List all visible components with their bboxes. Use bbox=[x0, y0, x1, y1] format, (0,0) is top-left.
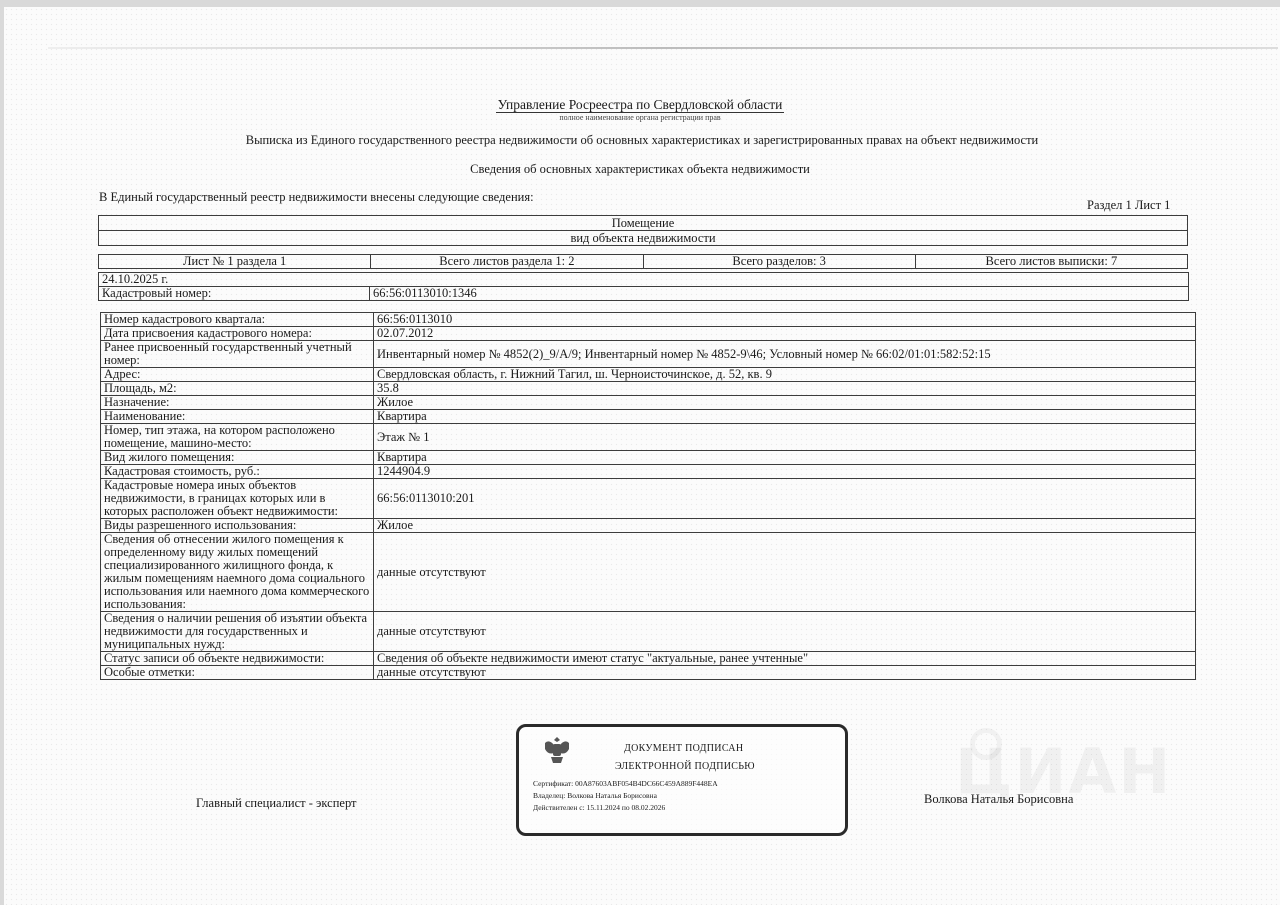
scan-artifact-line bbox=[48, 47, 1278, 49]
section-title: Сведения об основных характеристиках объекта недвижимости bbox=[470, 162, 810, 176]
characteristic-label: Наименование: bbox=[101, 410, 374, 424]
characteristic-label: Номер, тип этажа, на котором расположено помещение, машино-место: bbox=[101, 424, 374, 451]
characteristic-value: Квартира bbox=[374, 451, 1196, 465]
characteristic-row bbox=[101, 451, 1196, 465]
characteristic-label: Дата присвоения кадастрового номера: bbox=[101, 327, 374, 341]
characteristic-value: Инвентарный номер № 4852(2)_9/А/9; Инвентарный номер № 4852-9\46; Условный номер № 66:02/01:01:582:52:15 bbox=[374, 341, 1196, 368]
characteristic-value: Сведения об объекте недвижимости имеют статус "актуальные, ранее учтенные" bbox=[374, 652, 1196, 666]
characteristic-row bbox=[101, 479, 1196, 519]
characteristic-label: Кадастровые номера иных объектов недвижимости, в границах которых или в которых расположен объект недвижимости: bbox=[101, 479, 374, 519]
signer-position: Главный специалист - эксперт bbox=[196, 796, 357, 810]
characteristic-value: 1244904.9 bbox=[374, 465, 1196, 479]
characteristic-row bbox=[101, 313, 1196, 327]
characteristic-row bbox=[101, 519, 1196, 533]
characteristic-value: данные отсутствуют bbox=[374, 666, 1196, 680]
characteristic-row bbox=[101, 652, 1196, 666]
characteristic-row bbox=[101, 666, 1196, 680]
cadastral-number-label: Кадастровый номер: bbox=[99, 287, 370, 301]
characteristics-table bbox=[100, 312, 1196, 680]
section-sheet-label: Раздел 1 Лист 1 bbox=[1087, 198, 1171, 212]
total-section-sheets: Всего листов раздела 1: 2 bbox=[371, 255, 643, 269]
characteristic-row bbox=[101, 410, 1196, 424]
total-sections: Всего разделов: 3 bbox=[643, 255, 915, 269]
characteristic-label: Адрес: bbox=[101, 368, 374, 382]
object-type-caption: вид объекта недвижимости bbox=[99, 231, 1188, 246]
characteristic-row bbox=[101, 465, 1196, 479]
characteristic-value: данные отсутствуют bbox=[374, 612, 1196, 652]
date-cadastral-table bbox=[98, 272, 1189, 301]
characteristic-label: Особые отметки: bbox=[101, 666, 374, 680]
coat-of-arms-icon bbox=[539, 733, 575, 769]
characteristic-value: данные отсутствуют bbox=[374, 533, 1196, 612]
signer-name: Волкова Наталья Борисовна bbox=[924, 792, 1074, 806]
stamp-title-line2: ЭЛЕКТРОННОЙ ПОДПИСЬЮ bbox=[615, 761, 755, 772]
characteristic-label: Кадастровая стоимость, руб.: bbox=[101, 465, 374, 479]
stamp-title-line1: ДОКУМЕНТ ПОДПИСАН bbox=[624, 743, 744, 754]
electronic-signature-stamp bbox=[516, 724, 848, 836]
characteristic-row bbox=[101, 533, 1196, 612]
characteristic-label: Назначение: bbox=[101, 396, 374, 410]
characteristic-value: Квартира bbox=[374, 410, 1196, 424]
characteristic-label: Ранее присвоенный государственный учетный номер: bbox=[101, 341, 374, 368]
organization-name: Управление Росреестра по Свердловской области bbox=[497, 97, 783, 112]
cadastral-number-value: 66:56:0113010:1346 bbox=[370, 287, 1189, 301]
characteristic-value: 02.07.2012 bbox=[374, 327, 1196, 341]
object-type: Помещение bbox=[99, 216, 1188, 231]
characteristic-row bbox=[101, 341, 1196, 368]
characteristic-row bbox=[101, 382, 1196, 396]
sheet-number: Лист № 1 раздела 1 bbox=[99, 255, 371, 269]
characteristic-label: Вид жилого помещения: bbox=[101, 451, 374, 465]
characteristic-label: Площадь, м2: bbox=[101, 382, 374, 396]
characteristic-label: Сведения об отнесении жилого помещения к определенному виду жилых помещений специализированного жилищного фонда, к жилым помещениям наемного дома социального использования или наемного дома коммерческого использования: bbox=[101, 533, 374, 612]
sheet-info-table bbox=[98, 254, 1188, 269]
characteristic-value: Этаж № 1 bbox=[374, 424, 1196, 451]
total-extract-sheets: Всего листов выписки: 7 bbox=[915, 255, 1187, 269]
extract-date: 24.10.2025 г. bbox=[99, 273, 1189, 287]
characteristic-row bbox=[101, 396, 1196, 410]
object-type-table bbox=[98, 215, 1188, 246]
characteristic-row bbox=[101, 368, 1196, 382]
stamp-owner: Владелец: Волкова Наталья Борисовна bbox=[533, 791, 657, 800]
characteristic-row bbox=[101, 424, 1196, 451]
document-title: Выписка из Единого государственного реестра недвижимости об основных характеристиках и зарегистрированных правах на объект недвижимости bbox=[245, 133, 1039, 147]
characteristic-row bbox=[101, 327, 1196, 341]
characteristic-value: Жилое bbox=[374, 519, 1196, 533]
intro-text: В Единый государственный реестр недвижимости внесены следующие сведения: bbox=[99, 190, 534, 204]
characteristic-label: Статус записи об объекте недвижимости: bbox=[101, 652, 374, 666]
stamp-validity: Действителен с: 15.11.2024 по 08.02.2026 bbox=[533, 803, 666, 812]
characteristic-label: Виды разрешенного использования: bbox=[101, 519, 374, 533]
organization-caption: полное наименование органа регистрации прав bbox=[559, 113, 721, 122]
characteristic-label: Сведения о наличии решения об изъятии объекта недвижимости для государственных и муниципальных нужд: bbox=[101, 612, 374, 652]
characteristic-value: 35.8 bbox=[374, 382, 1196, 396]
characteristic-value: Свердловская область, г. Нижний Тагил, ш. Черноисточинское, д. 52, кв. 9 bbox=[374, 368, 1196, 382]
stamp-certificate: Сертификат: 00A87603ABF054B4DC66C459A889F448EA bbox=[533, 779, 718, 788]
characteristic-value: 66:56:0113010 bbox=[374, 313, 1196, 327]
characteristic-value: 66:56:0113010:201 bbox=[374, 479, 1196, 519]
characteristic-row bbox=[101, 612, 1196, 652]
characteristic-label: Номер кадастрового квартала: bbox=[101, 313, 374, 327]
characteristic-value: Жилое bbox=[374, 396, 1196, 410]
